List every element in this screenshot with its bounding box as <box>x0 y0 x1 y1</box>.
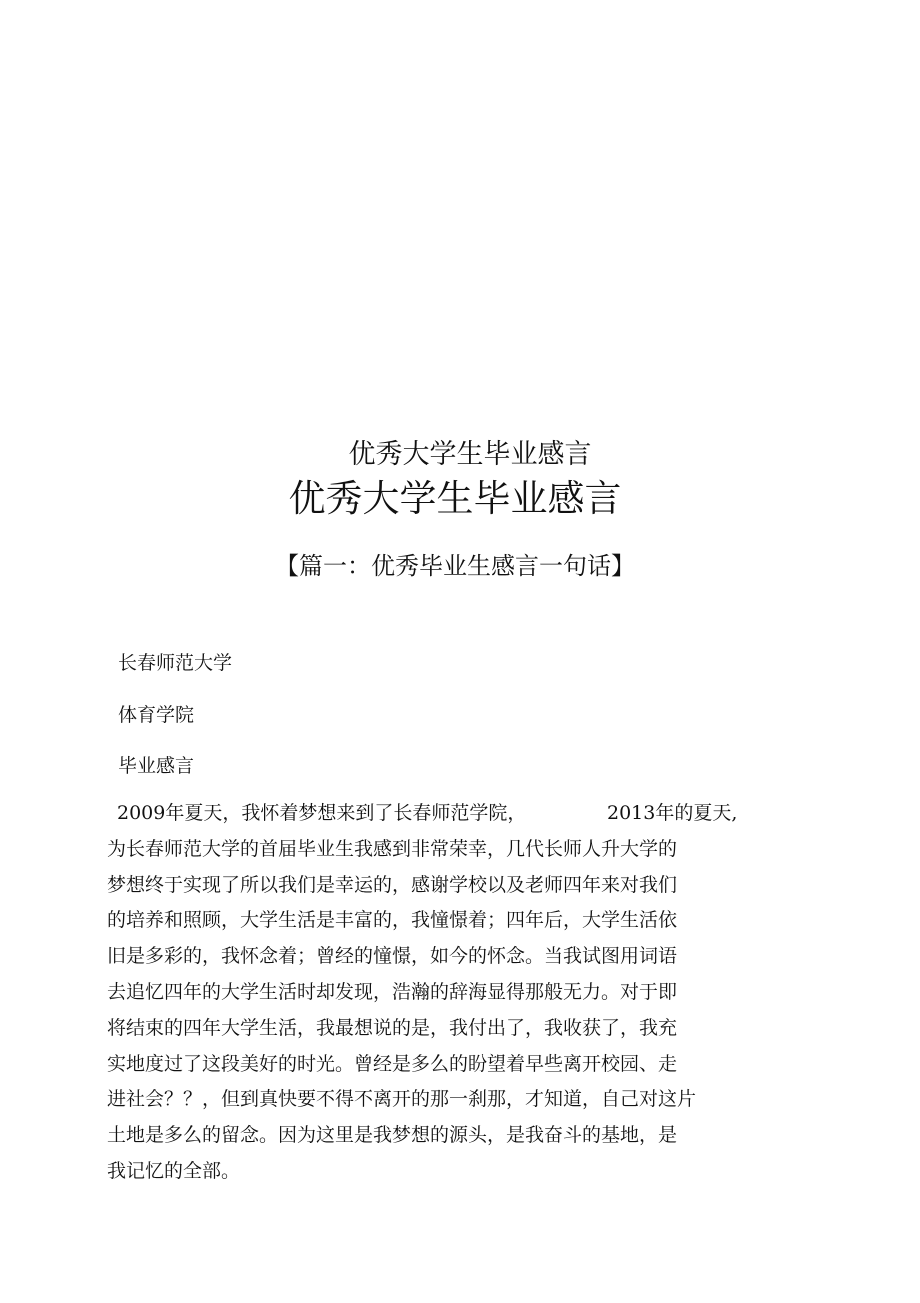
paragraph-line-right: 2013年的夏天, <box>607 802 738 824</box>
paragraph-line: 将结束的四年大学生活，我最想说的是，我付出了，我收获了，我充 <box>107 1016 678 1039</box>
paragraph-line: 我记忆的全部。 <box>107 1159 241 1182</box>
document-title-small: 优秀大学生毕业感言 <box>348 439 592 470</box>
paragraph-line: 实地度过了这段美好的时光。曾经是多么的盼望着早些离开校园、走 <box>107 1052 678 1075</box>
document-title-large: 优秀大学生毕业感言 <box>288 477 622 520</box>
paragraph-line: 为长春师范大学的首届毕业生我感到非常荣幸，几代长师人升大学的 <box>107 837 678 860</box>
paragraph-line: 去追忆四年的大学生活时却发现，浩瀚的辞海显得那般无力。对于即 <box>107 980 678 1003</box>
header-line-university: 长春师范大学 <box>118 652 233 674</box>
paragraph-line: 旧是多彩的，我怀念着；曾经的憧憬，如今的怀念。当我试图用词语 <box>107 945 678 968</box>
paragraph-line-left: 2009年夏天，我怀着梦想来到了长春师范学院， <box>117 802 527 824</box>
paragraph-line <box>107 800 747 836</box>
section-heading: 【篇一：优秀毕业生感言一句话】 <box>275 552 635 580</box>
paragraph-line: 进社会？？，但到真快要不得不离开的那一刹那，才知道，自己对这片 <box>107 1088 697 1111</box>
body-paragraph <box>107 800 747 1194</box>
paragraph-line: 土地是多么的留念。因为这里是我梦想的源头，是我奋斗的基地，是 <box>107 1124 678 1147</box>
paragraph-line: 梦想终于实现了所以我们是幸运的，感谢学校以及老师四年来对我们 <box>107 873 678 896</box>
header-line-college: 体育学院 <box>118 704 195 726</box>
paragraph-line: 的培养和照顾，大学生活是丰富的，我憧憬着；四年后，大学生活依 <box>107 909 678 932</box>
header-line-subject: 毕业感言 <box>118 755 195 777</box>
